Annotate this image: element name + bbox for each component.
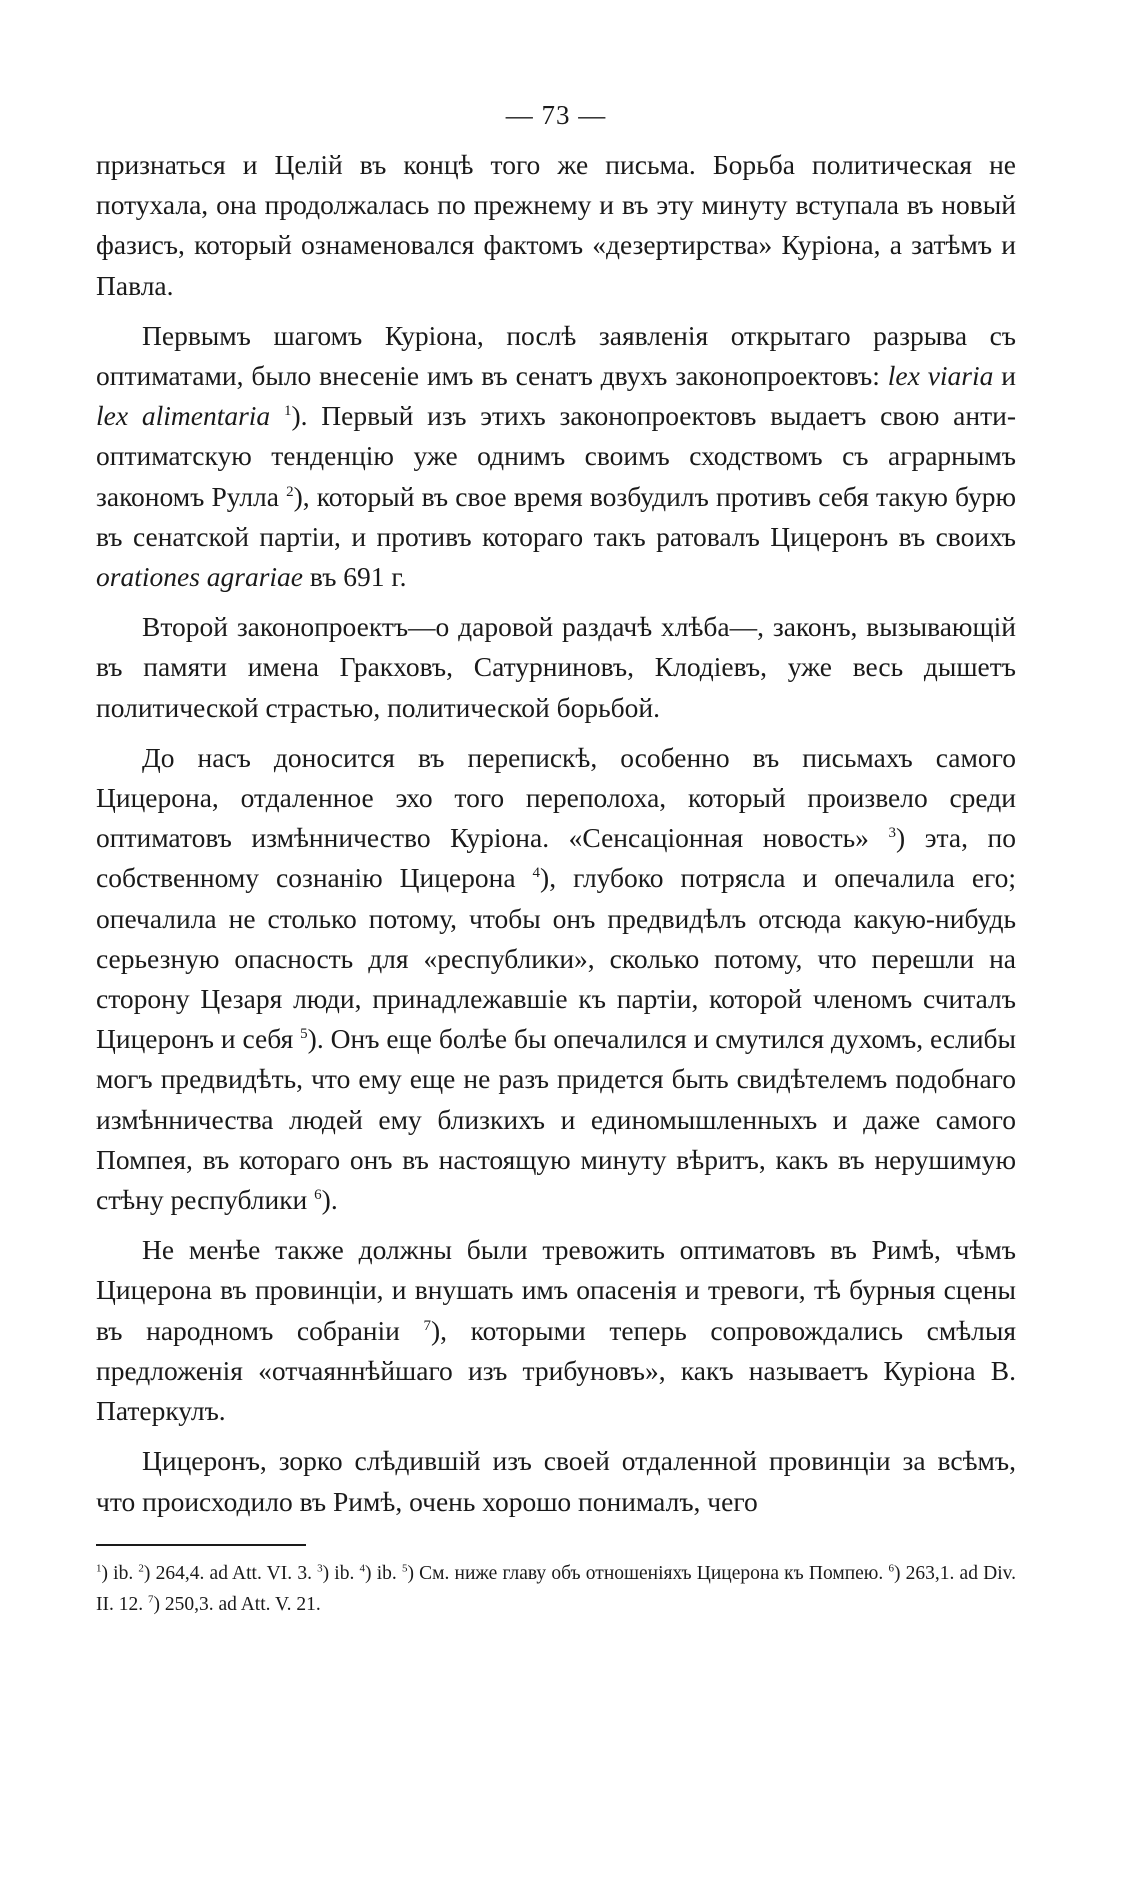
paragraph-2-text-d: ), который въ свое время возбудилъ противъ себя такую бурю въ сенатской партіи, и противъ котораго такъ ратовалъ Цицеронъ въ своихъ bbox=[96, 480, 1016, 552]
footnote-text-1: ) ib. bbox=[101, 1562, 139, 1584]
footnote-number-5: 5 bbox=[401, 1562, 408, 1575]
footnote-number-2: 2 bbox=[138, 1562, 144, 1575]
footnotes bbox=[96, 1558, 1016, 1620]
paragraph-2-text-b: и bbox=[993, 360, 1016, 392]
footnote-text-5: ) См. ниже главу объ отношеніяхъ Цицерона къ Помпею. bbox=[407, 1562, 889, 1584]
footnote-ref-2: 2 bbox=[286, 483, 294, 500]
paragraph-6 bbox=[96, 1441, 1016, 1521]
footnote-ref-3: 3 bbox=[888, 825, 896, 842]
footnote-ref-6: 6 bbox=[314, 1186, 322, 1203]
footnote-number-4: 4 bbox=[359, 1562, 366, 1575]
footnote-ref-1: 1 bbox=[283, 403, 292, 420]
footnote-number-3: 3 bbox=[317, 1562, 323, 1575]
footnote-ref-7: 7 bbox=[423, 1317, 431, 1334]
paragraph-1 bbox=[96, 145, 1016, 306]
footnote-ref-4: 4 bbox=[532, 865, 541, 882]
paragraph-2 bbox=[96, 316, 1016, 597]
paragraph-3 bbox=[96, 607, 1016, 728]
footnote-number-7: 7 bbox=[148, 1593, 154, 1606]
paragraph-2-text-a: Первымъ шагомъ Куріона, послѣ заявленія открытаго разрыва съ оптиматами, было внесеніе имъ въ сенатъ двухъ законопроектовъ: bbox=[96, 319, 1016, 392]
footnote-number-1: 1 bbox=[96, 1562, 102, 1575]
paragraph-6-text: Цицеронъ, зорко слѣдившій изъ своей отдаленной провинціи за всѣмъ, что происходило въ Римѣ, очень хорошо понималъ, чего bbox=[96, 1445, 1016, 1517]
paragraph-3-text: Второй законопроектъ—о даровой раздачѣ хлѣба—, законъ, вызывающій въ памяти имена Гракховъ, Сатурниновъ, Клодіевъ, уже весь дышетъ политической страстью, политической борьбой. bbox=[96, 611, 1016, 723]
paragraph-1-text: признаться и Целій въ концѣ того же письма. Борьба политическая не потухала, она продолжалась по прежнему и въ эту минуту вступала въ новый фазисъ, который ознаменовался фактомъ «дезертирства» Куріона, а затѣмъ и Павла. bbox=[96, 149, 1016, 301]
paragraph-4-text-e: ). bbox=[321, 1184, 338, 1216]
footnote-text-7: ) 250,3. ad Att. V. 21. bbox=[153, 1593, 321, 1615]
orationes-agrariae: orationes agrariae bbox=[96, 561, 304, 593]
footnote-ref-5: 5 bbox=[300, 1026, 308, 1043]
page bbox=[96, 100, 1016, 1620]
paragraph-5-text-b: ), которыми теперь сопровождались смѣлыя предложенія «отчаяннѣйшаго изъ трибуновъ», какъ называетъ Куріона В. Патеркулъ. bbox=[96, 1314, 1016, 1427]
paragraph-5-text-a: Не менѣе также должны были тревожить оптиматовъ въ Римѣ, чѣмъ Цицерона въ провинціи, и внушать имъ опасенія и тревоги, тѣ бурныя сцены въ народномъ собраніи bbox=[96, 1234, 1016, 1346]
paragraph-4-text-c: ), глубоко потрясла и опечалила его; опечалила не столько потому, чтобы онъ предвидѣлъ отсюда какую-нибудь серьезную опасность для «республики», сколько потому, что перешли на сторону Цезаря люди, принадлежавшіе къ партіи, которой членомъ считалъ Цицеронъ и себя bbox=[96, 862, 1017, 1055]
paragraph-4-text-b: ) эта, по собственному сознанію Цицерона bbox=[96, 822, 1016, 894]
footnote-text-3: ) ib. bbox=[322, 1562, 360, 1584]
paragraph-4-text-d: ). Онъ еще болѣе бы опечалился и смутился духомъ, еслибы могъ предвидѣть, что ему еще не разъ придется быть свидѣтелемъ подобнаго измѣнничества людей ему близкихъ и единомышленныхъ и даже самого Помпея, въ котораго онъ въ настоящую минуту вѣритъ, какъ въ нерушимую стѣну республики bbox=[96, 1023, 1017, 1216]
paragraph-2-text-c: ). Первый изъ этихъ законопроектовъ выдаетъ свою анти-оптиматскую тенденцію уже однимъ своимъ сходствомъ съ аграрнымъ закономъ Рулла bbox=[96, 400, 1016, 512]
footnote-number-6: 6 bbox=[888, 1562, 894, 1575]
footnote-text-2: ) 264,4. ad Att. VI. 3. bbox=[143, 1562, 318, 1584]
footnote-text-4: ) ib. bbox=[365, 1562, 402, 1584]
page-number: — 73 — bbox=[505, 100, 607, 130]
footnote-divider bbox=[96, 1544, 306, 1546]
lex-viaria: lex viaria bbox=[887, 360, 994, 392]
lex-alimentaria: lex alimentaria bbox=[96, 400, 271, 432]
footnote-text-6: ) 263,1. ad Div. II. 12. bbox=[96, 1562, 1017, 1615]
paragraph-4-text-a: До насъ доносится въ перепискѣ, особенно въ письмахъ самого Цицерона, отдаленное эхо того переполоха, который произвело среди оптиматовъ измѣнничество Куріона. «Сенсаціонная новость» bbox=[96, 741, 1016, 854]
paragraph-5 bbox=[96, 1230, 1016, 1431]
paragraph-4 bbox=[96, 738, 1016, 1220]
paragraph-2-text-e: въ 691 г. bbox=[303, 561, 407, 593]
